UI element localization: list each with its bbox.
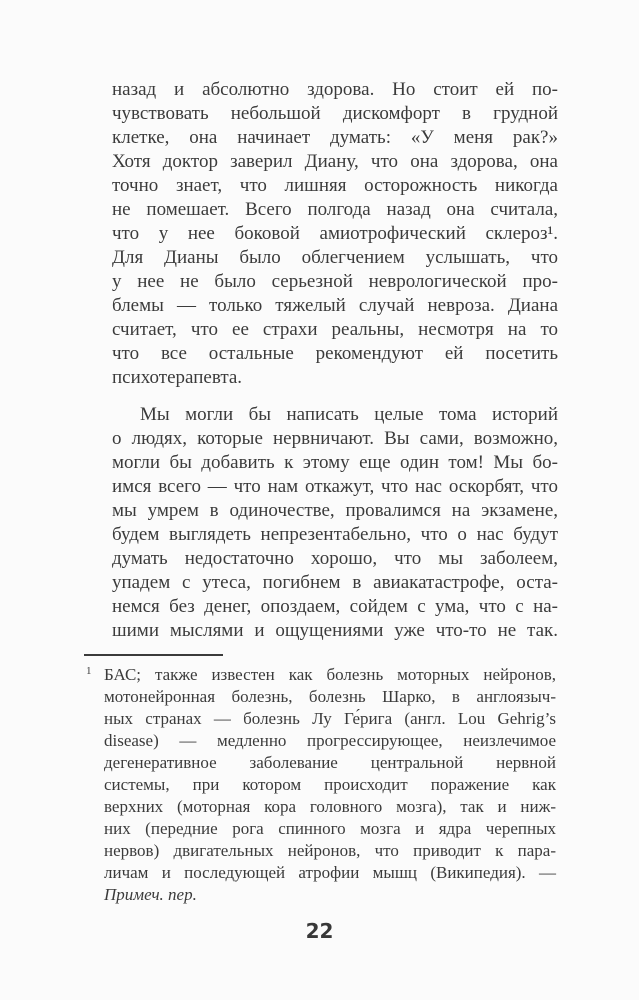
text-line: имся всего — что нам откажут, что нас оскорбят, что	[112, 476, 558, 497]
text-line: что все остальные рекомендуют ей посетить	[112, 343, 558, 364]
text-line: блемы — только тяжелый случай невроза. Диана	[112, 295, 558, 316]
paragraph-2	[112, 403, 558, 643]
footnote-marker: 1	[86, 665, 92, 677]
main-text-column	[112, 78, 558, 643]
text-line: Мы могли бы написать целые тома историй	[140, 404, 558, 425]
text-line: Для Дианы было облегчением услышать, что	[112, 247, 558, 268]
text-line: не помешает. Всего полгода назад она считала,	[112, 199, 558, 220]
text-line: чувствовать небольшой дискомфорт в грудной	[112, 103, 558, 124]
text-line: личам и последующей атрофии мышц (Википедия). —	[104, 863, 556, 882]
text-line: ных странах — болезнь Лу Ге́рига (англ. Lou Gehrig’s	[104, 709, 556, 728]
text-line: у нее не было серьезной неврологической про-	[112, 271, 558, 292]
text-line: что у нее боковой амиотрофический склероз¹.	[112, 223, 558, 244]
text-line: системы, при котором происходит поражение как	[104, 775, 556, 794]
text-line: о людях, которые нервничают. Вы сами, возможно,	[112, 428, 558, 449]
text-line: шими мыслями и ощущениями уже что-то не так.	[112, 620, 558, 641]
text-line: Хотя доктор заверил Диану, что она здорова, она	[112, 151, 558, 172]
footnote-signature: Примеч. пер.	[104, 885, 197, 904]
text-line: психотерапевта.	[112, 367, 243, 388]
text-line: верхних (моторная кора головного мозга), так и ниж-	[104, 797, 556, 816]
text-line: дегенеративное заболевание центральной нервной	[104, 753, 556, 772]
text-line: будем выглядеть непрезентабельно, что о нас будут	[112, 524, 558, 545]
footnote-divider	[84, 654, 223, 656]
text-line: disease) — медленно прогрессирующее, неизлечимое	[104, 731, 556, 750]
text-line: думать недостаточно хорошо, что мы заболеем,	[112, 548, 558, 569]
paragraph-1	[112, 78, 558, 390]
text-line: мы умрем в одиночестве, провалимся на экзамене,	[112, 500, 558, 521]
text-line: них (передние рога спинного мозга и ядра черепных	[104, 819, 556, 838]
page-number: 22	[305, 919, 334, 943]
text-line: нервов) двигательных нейронов, что приводит к пара-	[104, 841, 556, 860]
text-line: мотонейронная болезнь, болезнь Шарко, в англоязыч-	[104, 687, 556, 706]
text-line: точно знает, что лишняя осторожность никогда	[112, 175, 558, 196]
text-line: назад и абсолютно здорова. Но стоит ей по-	[112, 79, 558, 100]
text-line: считает, что ее страхи реальны, несмотря на то	[112, 319, 558, 340]
text-line: упадем с утеса, погибнем в авиакатастрофе, оста-	[112, 572, 558, 593]
text-line: могли бы добавить к этому еще один том! Мы бо-	[112, 452, 558, 473]
footnote-text	[104, 664, 556, 884]
text-line: клетке, она начинает думать: «У меня рак?»	[112, 127, 558, 148]
footnote	[104, 664, 556, 906]
text-line: немся без денег, опоздаем, сойдем с ума, что с на-	[112, 596, 558, 617]
text-line: БАС; также известен как болезнь моторных нейронов,	[104, 665, 556, 684]
